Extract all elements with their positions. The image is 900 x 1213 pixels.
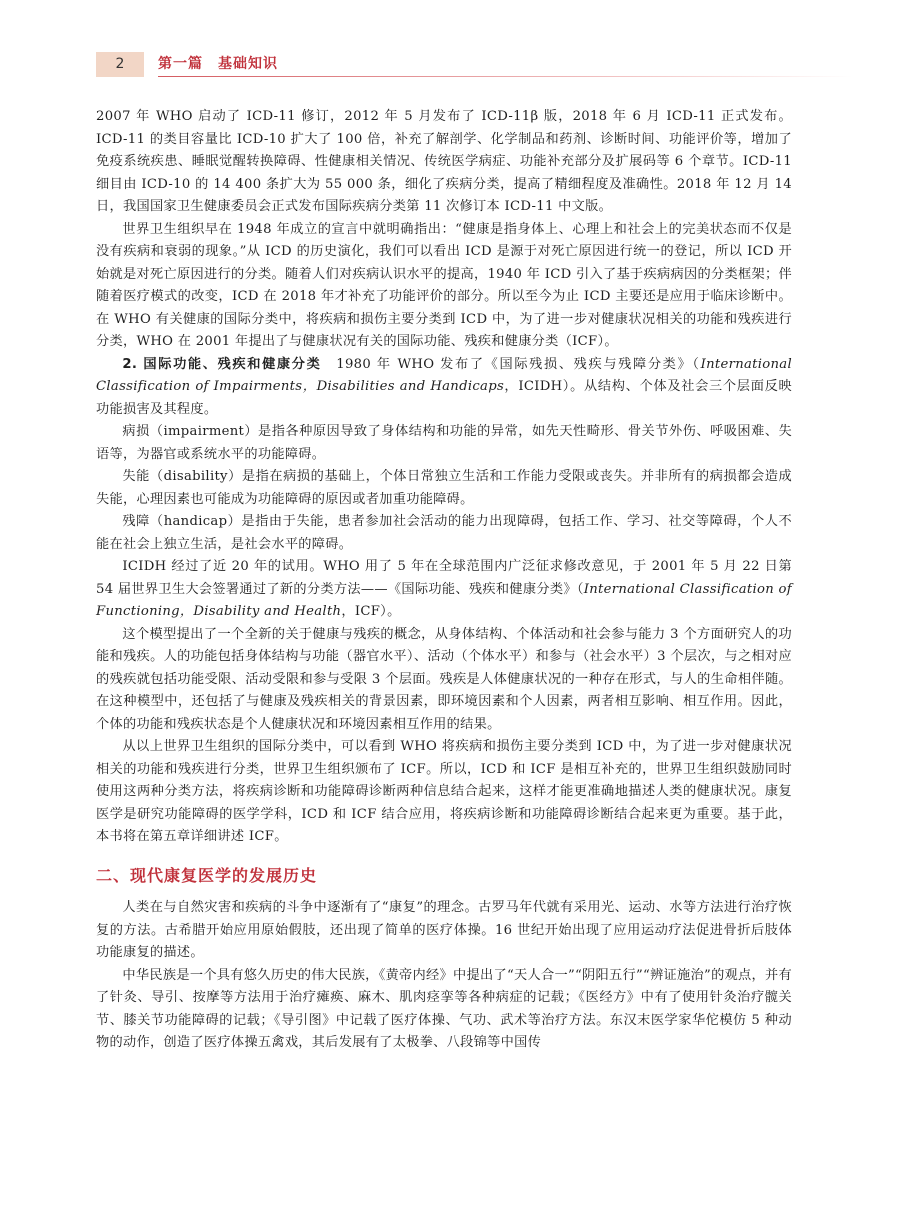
paragraph-text: ，ICIDH）。从结构、个体及社会三个层面反映功能损害及其程度。 [96,379,792,417]
paragraph: 2007 年 WHO 启动了 ICD-11 修订，2012 年 5 月发布了 ICD-11β 版，2018 年 6 月 ICD-11 正式发布。ICD-11 的类目容量比 ICD-10 扩大了 100 倍，补充了解剖学、化学制品和药剂、诊断时间、功能评价等，增加了免疫系统疾患、睡眠觉醒转换障碍、性健康相关情况、传统医学病症、功能补充部分及扩展码等 6 个章节。ICD-11 细目由 ICD-10 的 14 400 条扩大为 55 000 条，细化了疾病分类，提高了精细程度及准确性。2018 年 12 月 14 日，我国国家卫生健康委员会正式发布国际疾病分类第 11 次修订本 ICD-11 中文版。 [96,109,792,214]
paragraph: 中华民族是一个具有悠久历史的伟大民族，《黄帝内经》中提出了“天人合一”“阴阳五行”“辨证施治”的观点，并有了针灸、导引、按摩等方法用于治疗瘫痪、麻木、肌肉痉挛等各种病症的记载；《医经方》中有了使用针灸治疗髋关节、膝关节功能障碍的记载；《导引图》中记载了医疗体操、气功、武术等治疗方法。东汉末医学家华佗模仿 5 种动物的动作，创造了医疗体操五禽戏，其后发展有了太极拳、八段锦等中国传 [96,967,792,1050]
page-number: 2 [96,52,144,77]
paragraph: 世界卫生组织早在 1948 年成立的宣言中就明确指出：“健康是指身体上、心理上和社会上的完美状态而不仅是没有疾病和衰弱的现象。”从 ICD 的历史演化，我们可以看出 ICD 是源于对死亡原因进行统一的登记，所以 ICD 开始就是对死亡原因进行的分类。随着人们对疾病认识水平的提高，1940 年 ICD 引入了基于疾病病因的分类框架；伴随着医疗模式的改变，ICD 在 2018 年才补充了功能评价的部分。所以至今为止 ICD 主要还是应用于临床诊断中。在 WHO 有关健康的国际分类中，将疾病和损伤主要分类到 ICD 中，为了进一步对健康状况相关的功能和残疾进行分类，WHO 在 2001 年提出了与健康状况有关的国际功能、残疾和健康分类（ICF）。 [96,221,792,349]
chapter-title: 第一篇 基础知识 [158,56,278,72]
paragraph: 这个模型提出了一个全新的关于健康与残疾的概念，从身体结构、个体活动和社会参与能力 3 个方面研究人的功能和残疾。人的功能包括身体结构与功能（器官水平）、活动（个体水平）和参与（社会水平）3 个层次，与之相对应的残疾就包括功能受限、活动受限和参与受限 3 个层面。残疾是人体健康状况的一种存在形式，与人的生命相伴随。在这种模型中，还包括了与健康及残疾相关的背景因素，即环境因素和个人因素，两者相互影响、相互作用。因此，个体的功能和残疾状态是个人健康状况和环境因素相互作用的结果。 [96,626,792,732]
english-title: International Classification of Impairments，Disabilities and Handicaps [96,356,792,394]
paragraph-icidh [96,556,792,624]
paragraph-text: ICIDH 经过了近 20 年的试用。WHO 用了 5 年在全球范围内广泛征求修改意见，于 2001 年 5 月 22 日第 54 届世界卫生大会签署通过了新的分类方法——《国际功能、残疾和健康分类》（ [96,559,792,597]
paragraph-text: 1980 年 WHO 发布了《国际残损、残疾与残障分类》（ [336,356,701,372]
paragraph-text: ，ICF）。 [341,604,401,619]
paragraph: 残障（handicap）是指由于失能，患者参加社会活动的能力出现障碍，包括工作、学习、社交等障碍，个人不能在社会上独立生活，是社会水平的障碍。 [96,514,792,552]
paragraph: 从以上世界卫生组织的国际分类中，可以看到 WHO 将疾病和损伤主要分类到 ICD 中，为了进一步对健康状况相关的功能和残疾进行分类，世界卫生组织颁布了 ICF。所以，ICD 和 ICF 是相互补充的，世界卫生组织鼓励同时使用这两种分类方法，将疾病诊断和功能障碍诊断两种信息结合起来，这样才能更准确地描述人类的健康状况。康复医学是研究功能障碍的医学学科，ICD 和 ICF 结合应用，将疾病诊断和功能障碍诊断结合起来更为重要。基于此，本书将在第五章详细讲述 ICF。 [96,739,792,844]
paragraph: 失能（disability）是指在病损的基础上，个体日常独立生活和工作能力受限或丧失。并非所有的病损都会造成失能，心理因素也可能成为功能障碍的原因或者加重功能障碍。 [96,469,792,507]
running-header [96,52,852,77]
subsection-heading: 2. 国际功能、残疾和健康分类 [122,356,322,372]
paragraph-icf [96,354,792,422]
page-body [96,106,792,1055]
header-rule [158,76,852,77]
paragraph: 病损（impairment）是指各种原因导致了身体结构和功能的异常，如先天性畸形、骨关节外伤、呼吸困难、失语等，为器官或系统水平的功能障碍。 [96,424,792,462]
paragraph: 人类在与自然灾害和疾病的斗争中逐渐有了“康复”的理念。古罗马年代就有采用光、运动、水等方法进行治疗恢复的方法。古希腊开始应用原始假肢，还出现了简单的医疗体操。16 世纪开始出现了应用运动疗法促进骨折后肢体功能康复的描述。 [96,900,792,960]
english-title: International Classification of Functioning，Disability and Health [96,581,792,619]
section-title: 二、现代康复医学的发展历史 [96,865,318,885]
